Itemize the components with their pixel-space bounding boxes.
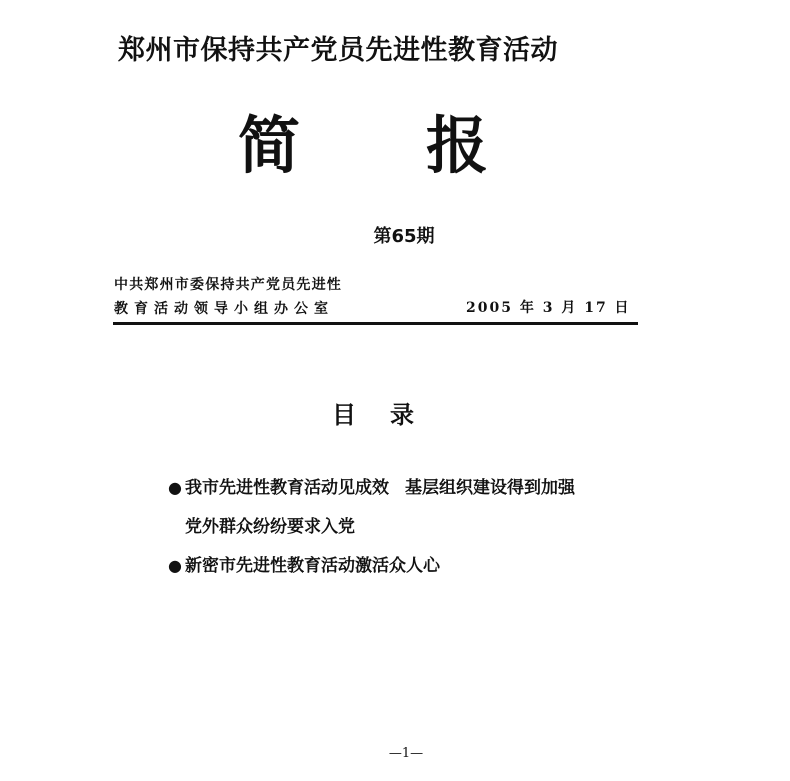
toc-item-subtitle: 基层组织建设得到加强: [405, 478, 575, 498]
bullet-icon: ●: [168, 556, 182, 575]
toc-item-title: 我市先进性教育活动见成效: [185, 478, 389, 498]
masthead-char-bao: 报: [426, 109, 489, 182]
table-of-contents: [168, 478, 728, 576]
issuer-line-1: 中共郑州市委保持共产党员先进性: [114, 277, 342, 293]
header-divider: [113, 322, 638, 325]
toc-item-continuation: 党外群众纷纷要求入党: [185, 517, 355, 537]
toc-item-line: [185, 478, 575, 498]
toc-item[interactable]: [168, 478, 728, 537]
masthead-char-jian: 简: [238, 109, 301, 182]
toc-heading: 目录: [332, 401, 448, 429]
issuer-block: [114, 273, 342, 321]
toc-item[interactable]: [168, 556, 728, 576]
masthead: [0, 110, 790, 190]
bullet-icon: ●: [168, 478, 182, 497]
toc-item-title: 新密市先进性教育活动激活众人心: [185, 556, 440, 576]
page-number: —1—: [388, 746, 424, 761]
publication-series-title: 郑州市保持共产党员先进性教育活动: [118, 35, 558, 66]
toc-item-text: [185, 478, 575, 537]
issuer-line-2: 教育活动领导小组办公室: [114, 301, 334, 317]
issue-number: 第65期: [373, 226, 435, 247]
toc-item-text: [185, 556, 440, 576]
issue-date: 2005 年 3 月 17 日: [466, 300, 631, 316]
